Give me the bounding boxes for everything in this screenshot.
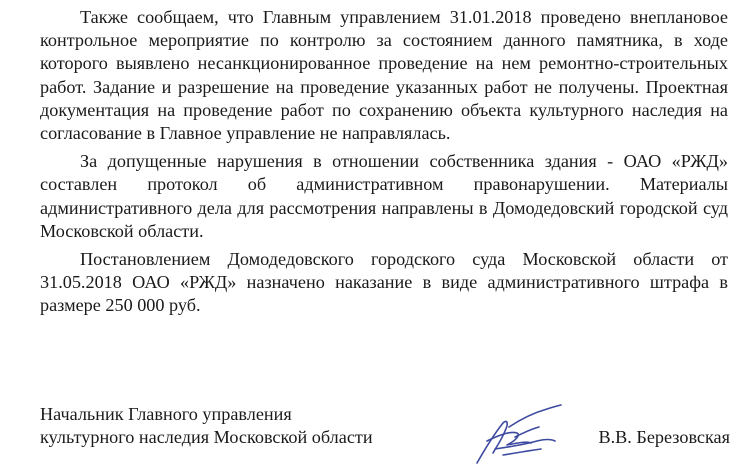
- signer-position-line2: культурного наследия Московской области: [40, 427, 373, 447]
- paragraph-inspection: Также сообщаем, что Главным управлением 31.01.2018 проведено внеплановое контрольное мероприятие по контролю за состоянием данного памятника, в ходе которого выявлено несанкционированное проведение на нем ремонтно-строительных работ. Задание и разрешение на проведение указанных работ не получены. Проектная документация на проведение работ по сохранению объекта культурного наследия на согласование в Главное управление не направлялась.: [40, 7, 728, 144]
- handwritten-signature-icon: [465, 397, 585, 467]
- signer-position-line1: Начальник Главного управления: [40, 404, 292, 424]
- paragraph-court-ruling: Постановлением Домодедовского городского суда Московской области от 31.05.2018 ОАО «РЖД» назначено наказание в виде административного штрафа в размере 250 000 руб.: [40, 249, 728, 316]
- document-body: [40, 6, 728, 318]
- paragraph-violation-protocol: За допущенные нарушения в отношении собственника здания - ОАО «РЖД» составлен протокол об административном правонарушении. Материалы административного дела для рассмотрения направлены в Домодедовский городской суд Московской области.: [40, 151, 728, 241]
- signer-name: В.В. Березовская: [598, 427, 730, 447]
- signer-position: [40, 403, 373, 449]
- signature-block: [40, 397, 730, 467]
